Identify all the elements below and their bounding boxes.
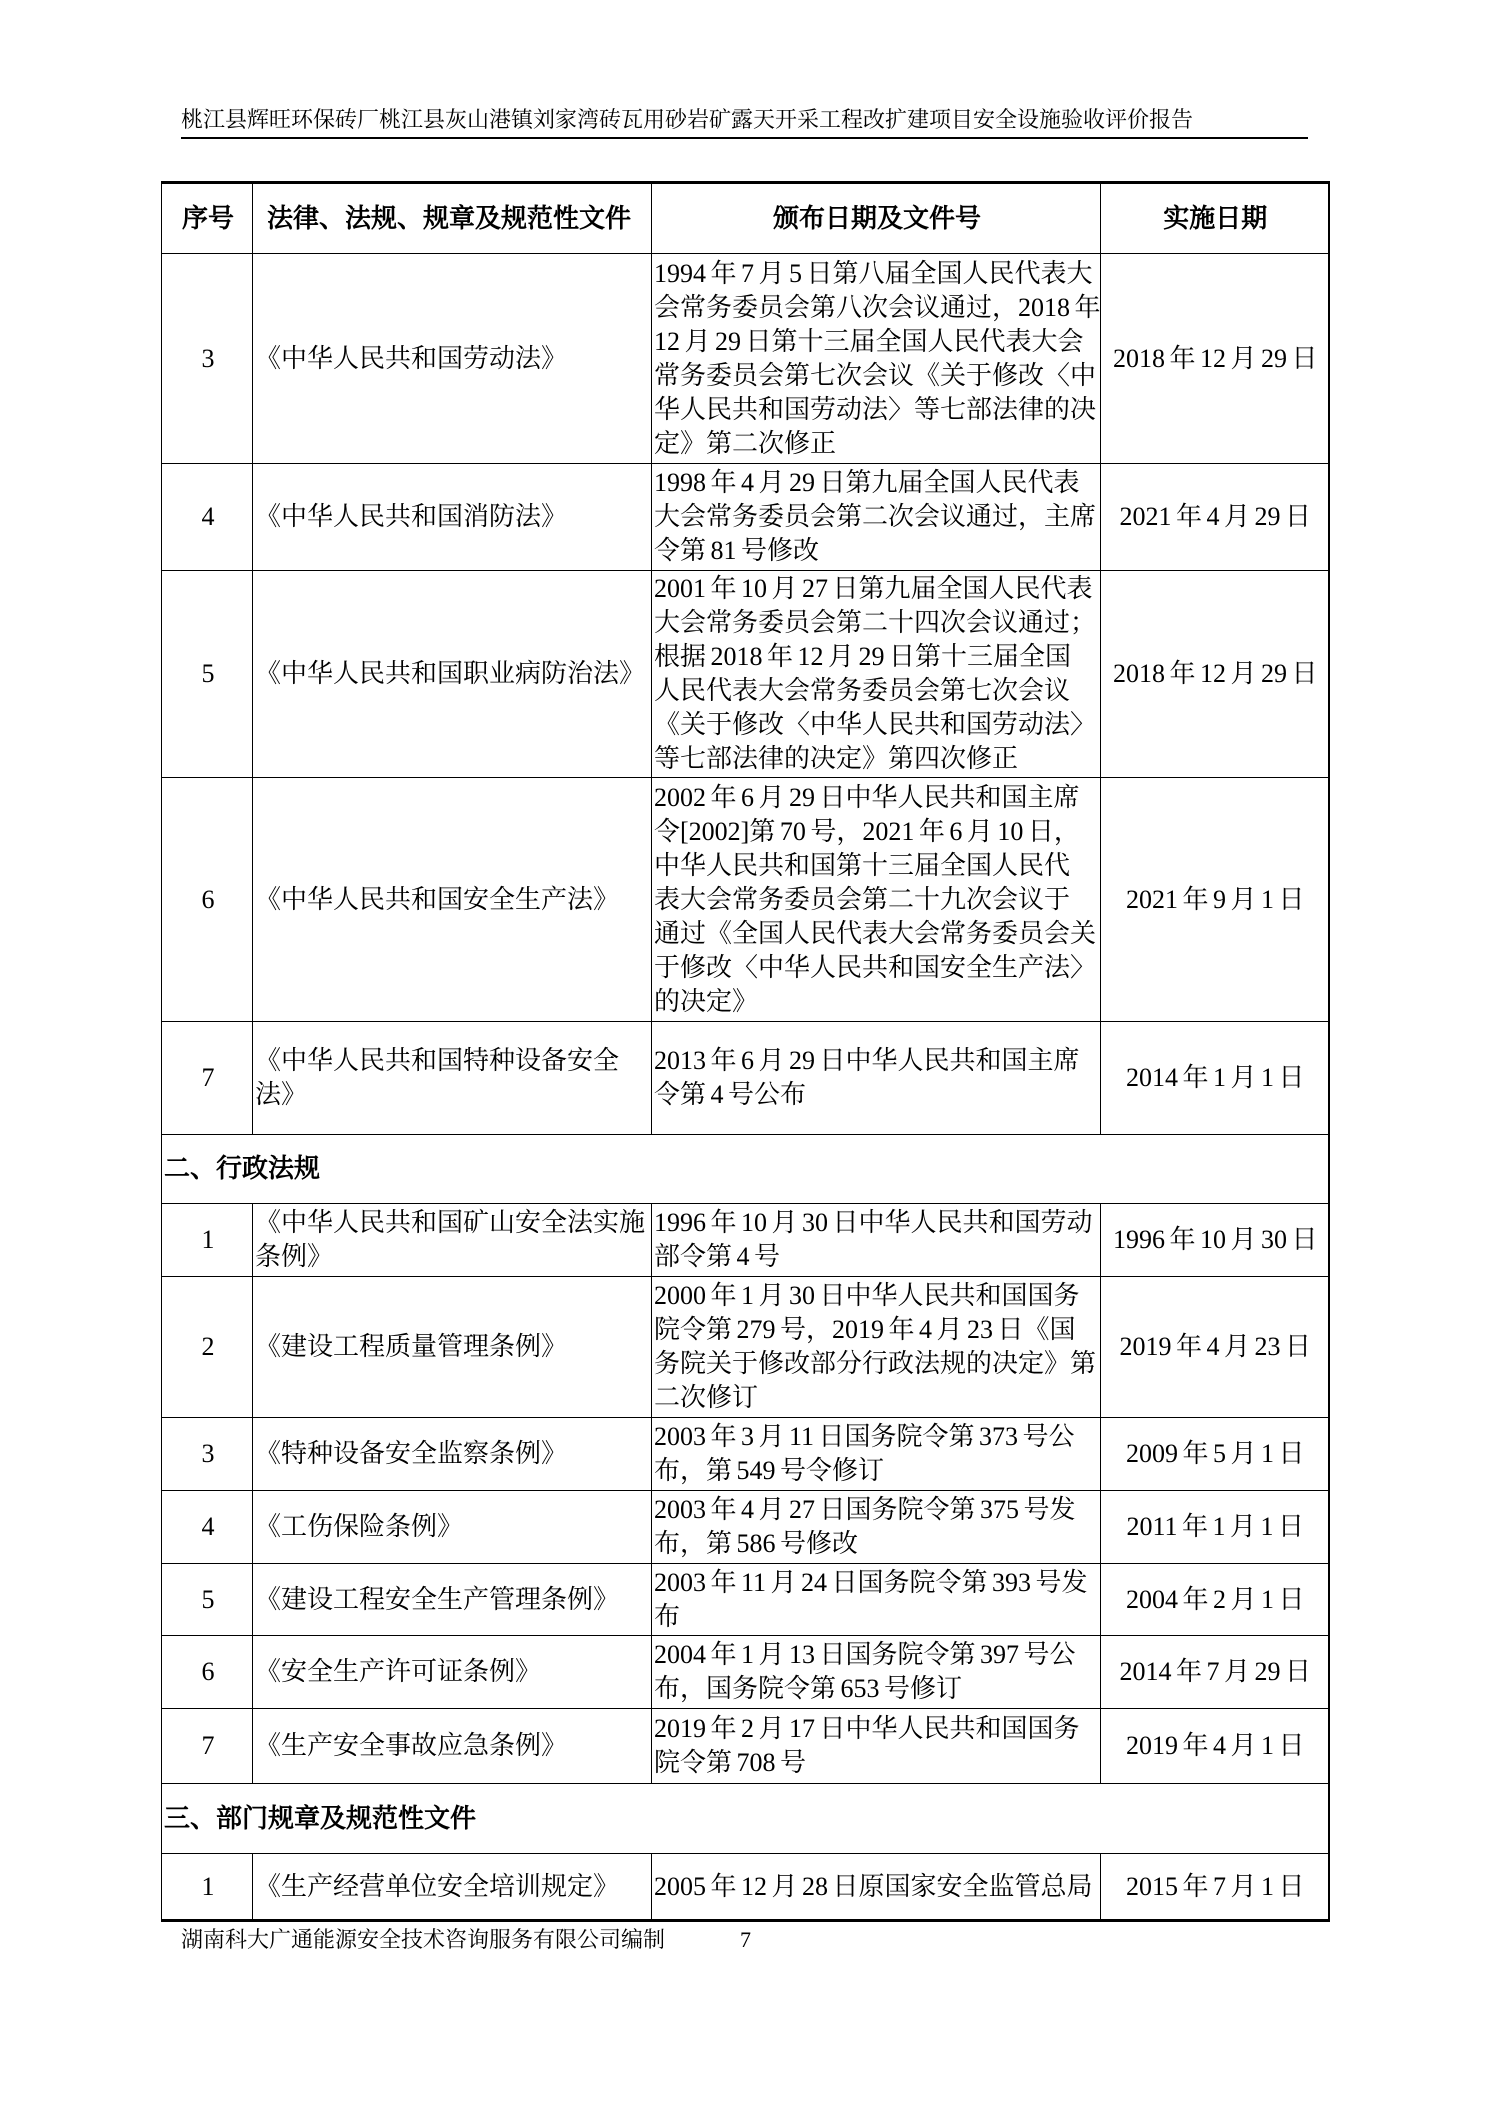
row-number: 2 (162, 1277, 253, 1418)
effective-date: 2021 年 4 月 29 日 (1101, 464, 1329, 571)
issue-info-line: 布 (654, 1601, 681, 1631)
issue-info (652, 1418, 1101, 1491)
section-row (162, 1784, 1329, 1854)
row-number: 6 (162, 1636, 253, 1709)
row-number: 7 (162, 1709, 253, 1784)
issue-info-line: 表大会常务委员会第二十九次会议于 (654, 884, 1071, 914)
document-name (253, 1418, 652, 1491)
issue-info-line: 部令第 4 号 (654, 1242, 781, 1271)
issue-info-line: 大会常务委员会第二次会议通过，主席 (654, 502, 1097, 531)
issue-info-line: 定》第二次修正 (654, 428, 837, 458)
issue-info-line: 务院关于修改部分行政法规的决定》第 (654, 1349, 1097, 1378)
document-name-line: 《建设工程质量管理条例》 (255, 1332, 568, 1361)
header-divider (181, 137, 1308, 139)
document-name (253, 464, 652, 571)
table-row (162, 1709, 1329, 1784)
document-name-line: 《工伤保险条例》 (255, 1512, 464, 1541)
table-row (162, 1564, 1329, 1636)
issue-info (652, 571, 1101, 778)
document-name (253, 1636, 652, 1709)
issue-info (652, 1854, 1101, 1921)
issue-info-line: 2002 年 6 月 29 日中华人民共和国主席 (654, 782, 1080, 812)
page-header-title: 桃江县辉旺环保砖厂桃江县灰山港镇刘家湾砖瓦用砂岩矿露天开采工程改扩建项目安全设施验收评价报告 (181, 107, 1194, 132)
issue-info-line: 布，第 549 号令修订 (654, 1456, 885, 1485)
row-number: 3 (162, 1418, 253, 1491)
row-number: 1 (162, 1854, 253, 1921)
effective-date: 2018 年 12 月 29 日 (1101, 571, 1329, 778)
issue-info-line: 12 月 29 日第十三届全国人民代表大会 (654, 326, 1084, 356)
row-number: 5 (162, 1564, 253, 1636)
issue-info (652, 1277, 1101, 1418)
effective-date: 2014 年 7 月 29 日 (1101, 1636, 1329, 1709)
row-number: 5 (162, 571, 253, 778)
regulations-table (161, 181, 1330, 1922)
effective-date: 1996 年 10 月 30 日 (1101, 1204, 1329, 1277)
issue-info-line: 于修改〈中华人民共和国安全生产法〉 (654, 952, 1097, 982)
issue-info-line: 中华人民共和国第十三届全国人民代 (654, 850, 1071, 880)
issue-info-line: 2000 年 1 月 30 日中华人民共和国国务 (654, 1281, 1080, 1310)
document-name (253, 1854, 652, 1921)
document-name-line: 《安全生产许可证条例》 (255, 1657, 542, 1686)
issue-info-line: 会常务委员会第八次会议通过，2018 年 (654, 292, 1101, 322)
document-name-line: 法》 (255, 1080, 308, 1109)
effective-date: 2021 年 9 月 1 日 (1101, 778, 1329, 1022)
issue-info (652, 1636, 1101, 1709)
issue-info (652, 1564, 1101, 1636)
table-row (162, 1277, 1329, 1418)
document-name (253, 778, 652, 1022)
issue-info-line: 人民代表大会常务委员会第七次会议 (654, 676, 1071, 705)
issue-info-line: 华人民共和国劳动法〉等七部法律的决 (654, 394, 1097, 424)
document-name (253, 1204, 652, 1277)
table-row (162, 1204, 1329, 1277)
issue-info-line: 2013 年 6 月 29 日中华人民共和国主席 (654, 1046, 1080, 1075)
effective-date: 2019 年 4 月 23 日 (1101, 1277, 1329, 1418)
issue-info-line: 的决定》 (654, 986, 759, 1016)
issue-info (652, 1022, 1101, 1135)
table-row (162, 778, 1329, 1022)
issue-info-line: 1996 年 10 月 30 日中华人民共和国劳动 (654, 1208, 1093, 1237)
row-number: 4 (162, 464, 253, 571)
issue-info (652, 464, 1101, 571)
column-header-no: 序号 (162, 183, 253, 254)
document-name-line: 《中华人民共和国劳动法》 (255, 343, 568, 373)
issue-info-line: 二次修订 (654, 1383, 759, 1412)
column-header-issued: 颁布日期及文件号 (652, 183, 1101, 254)
table-row (162, 254, 1329, 464)
table-header-row (162, 183, 1329, 254)
effective-date: 2009 年 5 月 1 日 (1101, 1418, 1329, 1491)
table-row (162, 1491, 1329, 1564)
document-name (253, 1022, 652, 1135)
table-row (162, 1854, 1329, 1921)
document-name-line: 《生产经营单位安全培训规定》 (255, 1871, 620, 1901)
issue-info-line: 1998 年 4 月 29 日第九届全国人民代表 (654, 468, 1080, 497)
issue-info-line: 令[2002]第 70 号，2021 年 6 月 10 日， (654, 816, 1080, 846)
issue-info-line: 1994 年 7 月 5 日第八届全国人民代表大 (654, 258, 1093, 288)
table-row (162, 1418, 1329, 1491)
document-name (253, 1277, 652, 1418)
issue-info-line: 令第 4 号公布 (654, 1080, 807, 1109)
document-name (253, 254, 652, 464)
document-name-line: 《中华人民共和国职业病防治法》 (255, 659, 646, 688)
document-name-line: 《建设工程安全生产管理条例》 (255, 1584, 620, 1614)
issue-info-line: 2003 年 3 月 11 日国务院令第 373 号公 (654, 1422, 1075, 1451)
document-name-line: 《中华人民共和国消防法》 (255, 502, 568, 531)
issue-info-line: 2005 年 12 月 28 日原国家安全监管总局 (654, 1871, 1093, 1901)
effective-date: 2014 年 1 月 1 日 (1101, 1022, 1329, 1135)
row-number: 6 (162, 778, 253, 1022)
issue-info-line: 2003 年 4 月 27 日国务院令第 375 号发 (654, 1495, 1076, 1524)
table-row (162, 1022, 1329, 1135)
row-number: 4 (162, 1491, 253, 1564)
issue-info (652, 778, 1101, 1022)
document-name (253, 1491, 652, 1564)
document-name (253, 1709, 652, 1784)
effective-date: 2018 年 12 月 29 日 (1101, 254, 1329, 464)
issue-info-line: 等七部法律的决定》第四次修正 (654, 744, 1019, 773)
issue-info-line: 2001 年 10 月 27 日第九届全国人民代表 (654, 574, 1093, 603)
section-title-regulations: 二、行政法规 (162, 1135, 1329, 1204)
document-name-line: 《中华人民共和国矿山安全法实施 (255, 1208, 646, 1237)
effective-date: 2004 年 2 月 1 日 (1101, 1564, 1329, 1636)
effective-date: 2011 年 1 月 1 日 (1101, 1491, 1329, 1564)
issue-info-line: 院令第 708 号 (654, 1748, 807, 1777)
document-name (253, 1564, 652, 1636)
table-row (162, 464, 1329, 571)
document-name (253, 571, 652, 778)
document-name-line: 条例》 (255, 1242, 334, 1271)
section-row (162, 1135, 1329, 1204)
issue-info-line: 2004 年 1 月 13 日国务院令第 397 号公 (654, 1640, 1076, 1669)
column-header-name: 法律、法规、规章及规范性文件 (253, 183, 652, 254)
issue-info-line: 院令第 279 号，2019 年 4 月 23 日《国 (654, 1315, 1076, 1344)
footer-company: 湖南科大广通能源安全技术咨询服务有限公司编制 (181, 1927, 666, 1952)
section-title-rules: 三、部门规章及规范性文件 (162, 1784, 1329, 1854)
document-name-line: 《生产安全事故应急条例》 (255, 1731, 568, 1760)
issue-info-line: 常务委员会第七次会议《关于修改〈中 (654, 360, 1097, 390)
effective-date: 2019 年 4 月 1 日 (1101, 1709, 1329, 1784)
effective-date: 2015 年 7 月 1 日 (1101, 1854, 1329, 1921)
row-number: 1 (162, 1204, 253, 1277)
table-row (162, 571, 1329, 778)
issue-info-line: 通过《全国人民代表大会常务委员会关 (654, 918, 1097, 948)
issue-info-line: 2003 年 11 月 24 日国务院令第 393 号发 (654, 1567, 1088, 1597)
row-number: 3 (162, 254, 253, 464)
issue-info-line: 令第 81 号修改 (654, 536, 820, 565)
table-row (162, 1636, 1329, 1709)
issue-info-line: 《关于修改〈中华人民共和国劳动法〉 (654, 710, 1097, 739)
issue-info-line: 布，国务院令第 653 号修订 (654, 1674, 963, 1703)
issue-info-line: 根据 2018 年 12 月 29 日第十三届全国 (654, 642, 1072, 671)
column-header-effective: 实施日期 (1101, 183, 1329, 254)
page-number: 7 (740, 1927, 751, 1952)
issue-info-line: 布，第 586 号修改 (654, 1529, 859, 1558)
issue-info-line: 2019 年 2 月 17 日中华人民共和国国务 (654, 1714, 1080, 1743)
row-number: 7 (162, 1022, 253, 1135)
issue-info-line: 大会常务委员会第二十四次会议通过； (654, 608, 1097, 637)
issue-info (652, 1491, 1101, 1564)
issue-info (652, 254, 1101, 464)
issue-info (652, 1709, 1101, 1784)
issue-info (652, 1204, 1101, 1277)
document-name-line: 《中华人民共和国安全生产法》 (255, 884, 620, 914)
document-name-line: 《中华人民共和国特种设备安全 (255, 1046, 620, 1075)
document-name-line: 《特种设备安全监察条例》 (255, 1439, 568, 1468)
